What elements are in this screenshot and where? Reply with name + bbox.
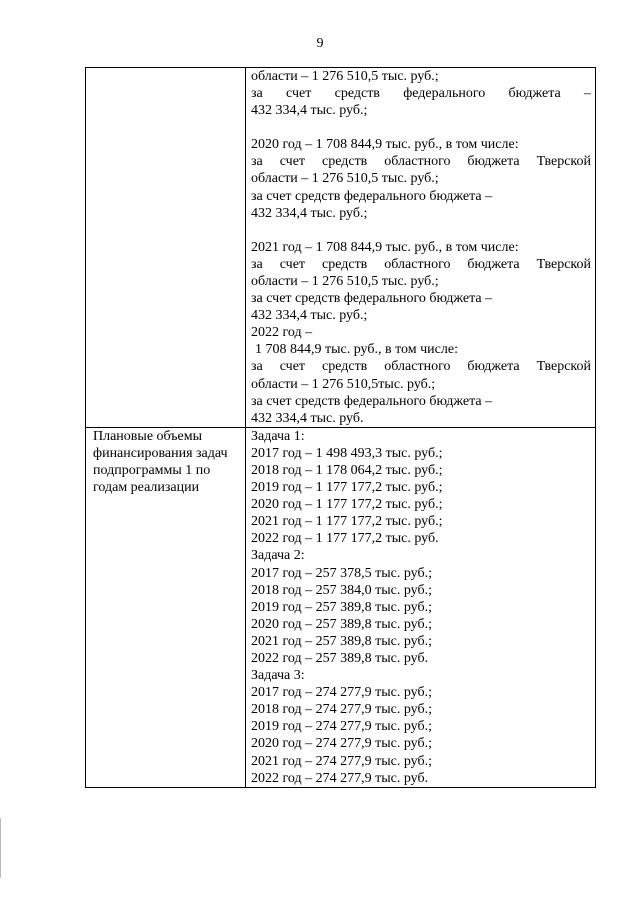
text-line: 2020 год – 1 177 177,2 тыс. руб.; bbox=[251, 497, 443, 513]
text-line: 2017 год – 1 498 493,3 тыс. руб.; bbox=[251, 445, 443, 461]
text-line: 432 334,4 тыс. руб.; bbox=[251, 205, 368, 221]
text-line: Задача 2: bbox=[251, 548, 305, 564]
text-line: 2020 год – 274 277,9 тыс. руб.; bbox=[251, 736, 432, 752]
text-line: за счет средств федерального бюджета – bbox=[251, 86, 591, 102]
text-line: 1 708 844,9 тыс. руб., в том числе: bbox=[255, 342, 458, 358]
row1-label-cell bbox=[86, 68, 246, 428]
text-line: 2021 год – 274 277,9 тыс. руб.; bbox=[251, 753, 432, 769]
text-line: 2022 год – 257 389,8 тыс. руб. bbox=[251, 651, 429, 666]
row1-content-cell bbox=[246, 68, 596, 428]
text-line: области – 1 276 510,5 тыс. руб.; bbox=[251, 171, 439, 187]
text-line: Задача 1: bbox=[251, 428, 305, 444]
text-line: за счет средств федерального бюджета – bbox=[251, 188, 493, 204]
paragraph-gap bbox=[251, 119, 591, 136]
text-line: 2018 год – 1 178 064,2 тыс. руб.; bbox=[251, 462, 443, 478]
text-line: 2022 год – 1 177 177,2 тыс. руб. bbox=[251, 531, 439, 547]
label-line: подпрограммы 1 по bbox=[93, 462, 211, 478]
text-line: за счет средств федерального бюджета – bbox=[251, 393, 493, 409]
label-line: годам реализации bbox=[93, 480, 200, 496]
text-line: 2022 год – 274 277,9 тыс. руб. bbox=[251, 770, 429, 786]
text-line: за счет средств федерального бюджета – bbox=[251, 291, 493, 307]
text-line: 2020 год – 1 708 844,9 тыс. руб., в том числе: bbox=[251, 137, 519, 153]
text-line: области – 1 276 510,5 тыс. руб.; bbox=[251, 69, 439, 84]
text-line: 432 334,4 тыс. руб. bbox=[251, 410, 364, 426]
text-line: за счет средств областного бюджета Тверской bbox=[251, 256, 591, 272]
text-line: 2017 год – 257 378,5 тыс. руб.; bbox=[251, 565, 432, 581]
text-line: 2021 год – 1 708 844,9 тыс. руб., в том числе: bbox=[251, 239, 519, 255]
row2-content-cell bbox=[246, 427, 596, 787]
text-line: 432 334,4 тыс. руб.; bbox=[251, 308, 368, 324]
text-line: области – 1 276 510,5тыс. руб.; bbox=[251, 376, 436, 392]
label-line: финансирования задач bbox=[93, 445, 228, 461]
text-line: Задача 3: bbox=[251, 668, 305, 684]
text-line: 2019 год – 274 277,9 тыс. руб.; bbox=[251, 719, 432, 735]
page-number: 9 bbox=[316, 36, 324, 51]
text-line: за счет средств областного бюджета Тверской bbox=[251, 154, 591, 170]
program-funding-table bbox=[85, 67, 596, 788]
text-line: 2022 год – bbox=[251, 325, 313, 341]
text-line: 2019 год – 1 177 177,2 тыс. руб.; bbox=[251, 480, 443, 496]
text-line: 2019 год – 257 389,8 тыс. руб.; bbox=[251, 599, 432, 615]
text-line: 2017 год – 274 277,9 тыс. руб.; bbox=[251, 685, 432, 701]
text-line: 2020 год – 257 389,8 тыс. руб.; bbox=[251, 616, 432, 632]
scan-margin-mark bbox=[0, 818, 1, 878]
text-line: области – 1 276 510,5 тыс. руб.; bbox=[251, 273, 439, 289]
text-line: 2021 год – 257 389,8 тыс. руб.; bbox=[251, 633, 432, 649]
text-line: 432 334,4 тыс. руб.; bbox=[251, 103, 368, 119]
table-row bbox=[86, 68, 596, 428]
text-line: 2021 год – 1 177 177,2 тыс. руб.; bbox=[251, 514, 443, 530]
text-line: 2018 год – 257 384,0 тыс. руб.; bbox=[251, 582, 432, 598]
row2-label-cell bbox=[86, 427, 246, 787]
text-line: за счет средств областного бюджета Тверской bbox=[251, 359, 591, 375]
paragraph-gap bbox=[251, 222, 591, 239]
table-row bbox=[86, 427, 596, 787]
text-line: 2018 год – 274 277,9 тыс. руб.; bbox=[251, 702, 432, 718]
label-line: Плановые объемы bbox=[93, 428, 203, 444]
